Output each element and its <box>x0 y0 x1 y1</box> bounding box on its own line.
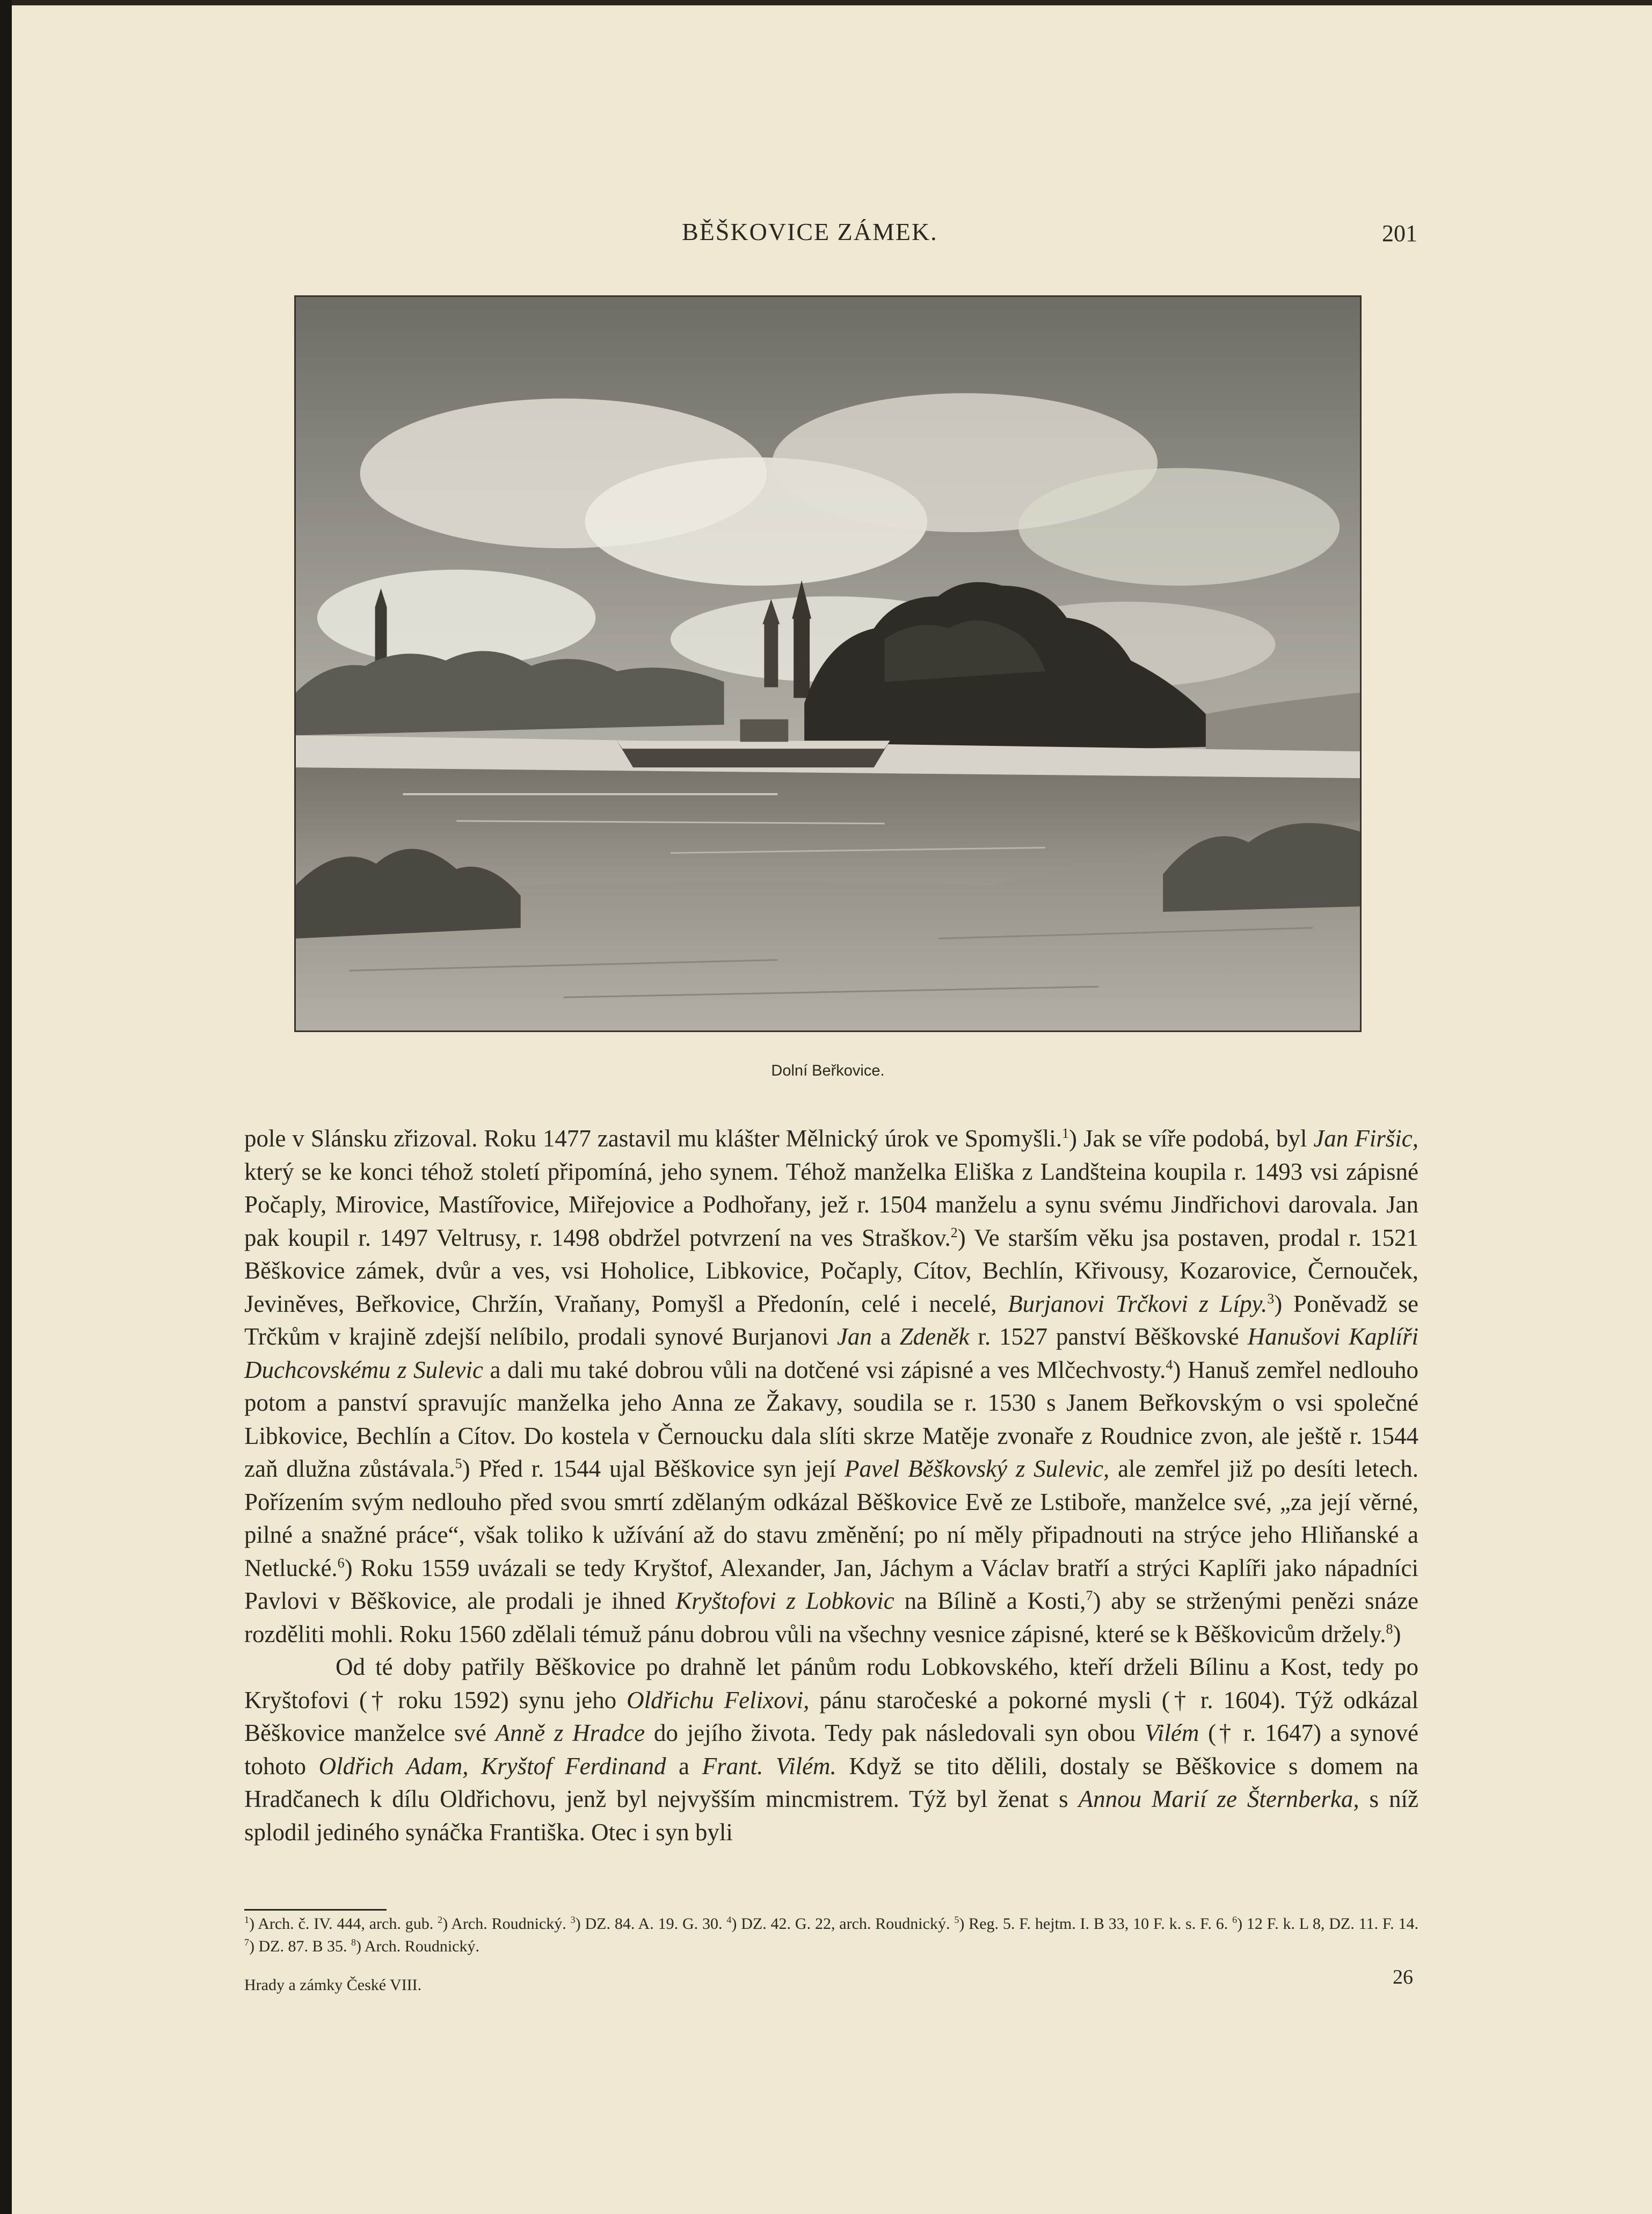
running-title: BĚŠKOVICE ZÁMEK. <box>682 218 938 245</box>
person-name: Oldřich Adam, Kryštof Ferdinand <box>318 1752 666 1780</box>
text-run: ) Jak se víře podobá, byl <box>1069 1125 1314 1152</box>
footnote-text: ) DZ. 42. G. 22, arch. Roudnický. <box>731 1915 955 1933</box>
page-footer <box>244 1965 1418 1998</box>
body-text <box>244 1122 1418 1849</box>
text-run: do jejího života. Tedy pak následovali syn obou <box>645 1719 1145 1746</box>
footnote-ref: 6 <box>337 1555 345 1571</box>
text-run: († r. 1647) a synové tohoto <box>244 1719 1418 1780</box>
text-run: ) Roku 1559 uvázali se tedy Kryštof, Alexander, Jan, Jáchym a Václav bratří a strýci Kaplíři jako nápadníci Pavlovi v Běškovice, ale prodali je ihned <box>244 1554 1418 1614</box>
text-run: Když se tito dělili, dostaly se Běškovice s domem na Hradčanech k dílu Oldřichovu, jenž byl nejvyšším mincmistrem. Týž byl ženat s <box>244 1752 1418 1812</box>
footnote-text: ) DZ. 87. B 35. <box>249 1937 351 1955</box>
text-run: s níž splodil jediného synáčka Františka. Otec i syn byli <box>244 1785 1418 1846</box>
figure-caption: Dolní Beřkovice. <box>771 1062 885 1079</box>
text-run: a <box>666 1752 702 1780</box>
footnote-divider <box>244 1909 387 1911</box>
text-run: r. 1527 panství Běškovské <box>969 1323 1248 1350</box>
footnote-text: ) 12 F. k. L 8, DZ. 11. F. 14. <box>1237 1915 1418 1933</box>
text-run: ) Ve starším věku jsa postaven, prodal r. 1521 Běškovice zámek, dvůr a ves, vsi Hoholice, Libkovice, Počaply, Cítov, Bechlín, Křivousy, Kozarovice, Černouček, Jeviněves, Beřkovice, Chržín, Vraňany, Pomyšl a Předonín, celé i necelé, <box>244 1224 1419 1317</box>
paragraph-1 <box>244 1122 1418 1651</box>
footnote-ref: 5 <box>455 1456 462 1471</box>
footnote-ref: 2 <box>950 1224 958 1240</box>
person-name: Frant. Vilém. <box>702 1752 836 1780</box>
text-run: ) Poněvadž se Trčkům v krajině zdejší nelíbilo, prodali synové Burjanovi <box>244 1290 1418 1350</box>
footnote-marker: 5 <box>954 1914 959 1925</box>
footnote-text: ) Arch. Roudnický. <box>442 1915 571 1933</box>
person-name: Pavel Běškovský z Sulevic, <box>844 1455 1110 1482</box>
person-name: Oldřichu Felixovi, <box>627 1686 810 1714</box>
paragraph-2 <box>244 1651 1418 1849</box>
footnote-text: ) Reg. 5. F. hejtm. I. B 33, 10 F. k. s. F. 6. <box>959 1915 1233 1933</box>
text-run: Od té doby patřily Běškovice po drahně let pánům rodu Lobkovského, kteří drželi Bílinu a Kost, tedy po Kryštofovi († roku 1592) synu jeho <box>244 1653 1418 1714</box>
scan-edge-top <box>0 0 1652 5</box>
footnote-marker: 1 <box>244 1914 249 1925</box>
text-run: ) Hanuš zemřel nedlouho potom a panství spravujíc manželka jeho Anna ze Žakavy, soudila se r. 1530 s Janem Beřkovským o vsi společné Libkovice, Bechlín a Cítov. Do kostela v Černoucku dala slíti skrze Matěje zvonaře z Roudnice zvon, ale ještě r. 1544 zaň dlužna zůstávala. <box>244 1356 1418 1482</box>
person-name: Anně z Hradce <box>495 1719 645 1746</box>
scan-edge-left <box>0 0 12 2214</box>
footnote-text: ) DZ. 84. A. 19. G. 30. <box>575 1915 727 1933</box>
footnote-ref: 3 <box>1267 1290 1275 1306</box>
text-run: ) aby se strženými penězi snáze rozděliti mohli. Roku 1560 zdělali témuž pánu dobrou vůli na všechny vesnice zápisné, které se k Běškovicům držely. <box>244 1587 1418 1647</box>
text-run: ) <box>1393 1620 1401 1647</box>
footnotes <box>244 1913 1418 1958</box>
footnote-marker: 4 <box>726 1914 732 1925</box>
page-header <box>236 217 1417 255</box>
footnote-ref: 7 <box>1086 1588 1093 1603</box>
text-run: pole v Slánsku zřizoval. Roku 1477 zastavil mu klášter Mělnický úrok ve Spomyšli. <box>244 1125 1062 1152</box>
footnote-ref: 8 <box>1386 1621 1393 1637</box>
footnote-marker: 6 <box>1232 1914 1238 1925</box>
person-name: Zdeněk <box>899 1323 970 1350</box>
text-run: který se ke konci téhož století připomíná, jeho synem. Téhož manželka Eliška z Landšteina koupila r. 1493 vsi zápisné Počaply, Mirovice, Mastířovice, Miřejovice a Podhořany, jež r. 1504 manželu a synu svému Jindřichovi darovala. Jan pak koupil r. 1497 Veltrusy, r. 1498 obdržel potvrzení na ves Straškov. <box>244 1158 1418 1251</box>
text-run: na Bílině a Kosti, <box>894 1587 1086 1614</box>
footnote-marker: 3 <box>570 1914 576 1925</box>
text-run: pánu staročeské a pokorné mysli († r. 1604). Týž odkázal Běškovice manželce své <box>244 1686 1419 1746</box>
footnote-text: ) Arch. Roudnický. <box>356 1937 479 1955</box>
illustration-dolni-berkovice <box>294 295 1362 1032</box>
footnote-ref: 4 <box>1166 1356 1173 1373</box>
person-name: Annou Marií ze Šternberka, <box>1078 1785 1359 1812</box>
person-name: Jan <box>836 1323 872 1350</box>
person-name: Kryštofovi z Lobkovic <box>675 1587 894 1614</box>
footnote-marker: 7 <box>244 1937 249 1948</box>
person-name: Burjanovi Trčkovi z Lípy. <box>1008 1290 1268 1317</box>
footnote-text: ) Arch. č. IV. 444, arch. gub. <box>249 1915 438 1933</box>
footnote-ref: 1 <box>1062 1126 1069 1141</box>
text-run: a <box>871 1323 900 1350</box>
footnote-marker: 2 <box>438 1914 443 1925</box>
text-run: ale zemřel již po desíti letech. Pořízením svým nedlouho před svou smrtí zdělaným odkázal Běškovice Evě ze Lstiboře, manželce své, „za její věrné, pilné a snažné práce“, však toliko k užívání až do stavu změnění; po ní měly připadnouti na strýce jeho Hliňanské a Netlucké. <box>244 1455 1418 1581</box>
text-run: ) Před r. 1544 ujal Běškovice syn její <box>462 1455 845 1482</box>
page-number: 201 <box>1382 220 1417 246</box>
landscape-engraving <box>296 297 1360 1030</box>
book-title: Hrady a zámky České VIII. <box>244 1976 422 1994</box>
person-name: Hanušovi Kaplíři Duchcovskému z Sulevic <box>244 1323 1418 1383</box>
person-name: Jan Firšic, <box>1313 1125 1418 1152</box>
footnote-marker: 8 <box>351 1937 356 1948</box>
text-run: a dali mu také dobrou vůli na dotčené vsi zápisné a ves Mlčechvosty. <box>483 1356 1166 1383</box>
signature-mark: 26 <box>1393 1966 1413 1988</box>
person-name: Vilém <box>1144 1719 1199 1746</box>
